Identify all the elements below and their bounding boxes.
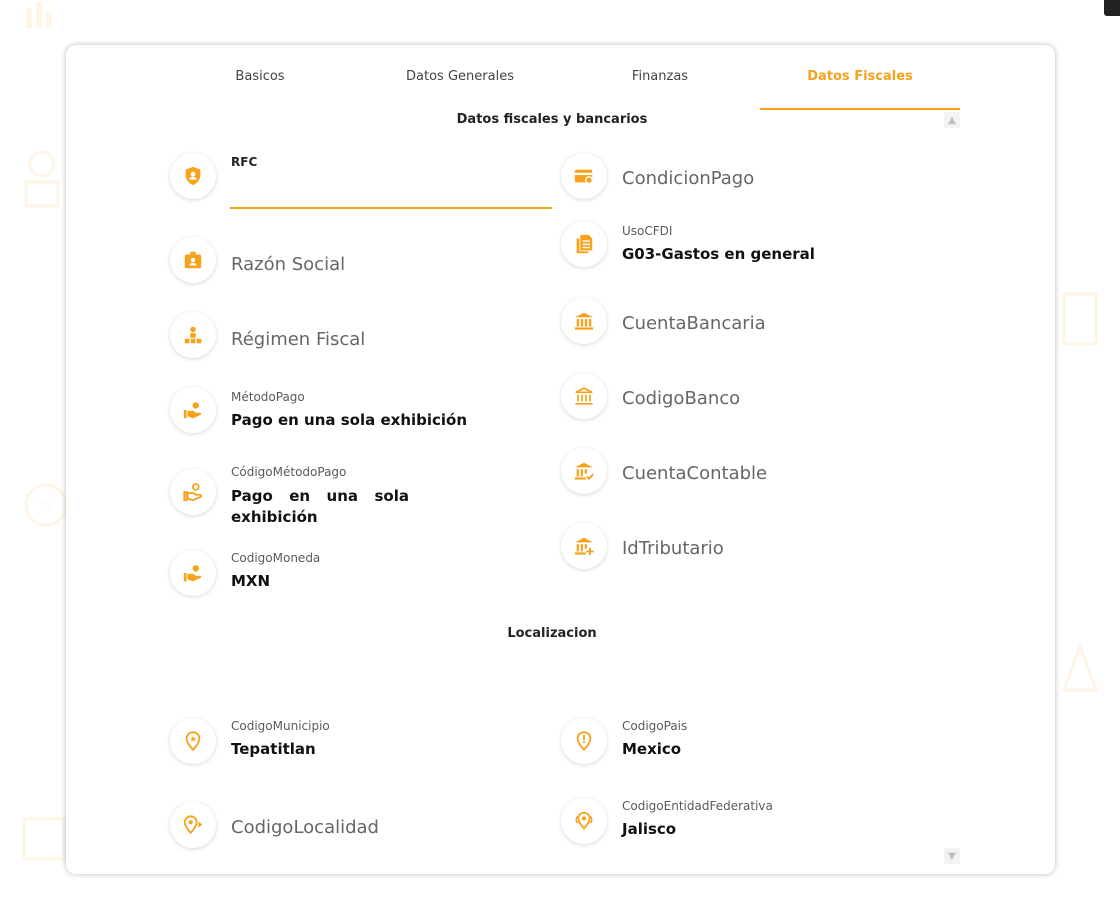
codigo-pais-value: Mexico [622, 740, 682, 758]
metodo-pago-value: Pago en una sola exhibición [231, 411, 468, 429]
corner-indicator [1104, 0, 1120, 16]
codigo-municipio-field[interactable] [170, 718, 550, 768]
tab-bar [66, 45, 1055, 110]
cuenta-contable-field[interactable] [561, 448, 941, 498]
tab-basicos[interactable]: Basicos [235, 69, 285, 84]
badge-icon [170, 237, 216, 283]
codigo-metodo-pago-label: CódigoMétodoPago [231, 465, 347, 479]
document-icon [561, 221, 607, 267]
shield-user-icon [170, 153, 216, 199]
codigo-moneda-label: CodigoMoneda [231, 551, 321, 565]
tab-finanzas[interactable]: Finanzas [631, 69, 689, 84]
bank-outline-icon [561, 373, 607, 419]
section-title-fiscal: Datos fiscales y bancarios [456, 112, 648, 127]
codigo-localidad-placeholder: CodigoLocalidad [231, 817, 379, 838]
rfc-underline [230, 207, 552, 209]
hand-coin-outline-icon [170, 469, 216, 515]
wallet-icon [561, 153, 607, 199]
form-card [66, 45, 1055, 874]
tab-datos-fiscales[interactable]: Datos Fiscales [760, 45, 960, 110]
scroll-up-button[interactable]: ▲ [944, 112, 960, 128]
codigo-entidad-federativa-value: Jalisco [622, 820, 677, 838]
codigo-localidad-field[interactable] [170, 802, 550, 852]
uso-cfdi-field[interactable] [561, 221, 941, 271]
bank-icon [561, 298, 607, 344]
section-title-location: Localizacion [507, 626, 597, 641]
background-pattern [24, 0, 64, 30]
codigo-banco-field[interactable] [561, 373, 941, 423]
codigo-pais-label: CodigoPais [622, 719, 688, 733]
cuenta-contable-placeholder: CuentaContable [622, 463, 768, 484]
condicion-pago-placeholder: CondicionPago [622, 168, 755, 189]
uso-cfdi-value: G03-Gastos en general [622, 245, 815, 263]
rfc-label: RFC [231, 155, 258, 169]
map-pin-star-icon [170, 718, 216, 764]
regimen-fiscal-placeholder: Régimen Fiscal [231, 329, 366, 350]
background-pattern [20, 150, 64, 210]
codigo-municipio-value: Tepatitlan [231, 740, 316, 758]
map-pin-alert-icon [561, 718, 607, 764]
codigo-moneda-value: MXN [231, 572, 271, 590]
background-pattern [1060, 290, 1100, 350]
hand-coin-icon [170, 550, 216, 596]
id-tributario-field[interactable] [561, 523, 941, 573]
tab-datos-generales[interactable]: Datos Generales [406, 69, 514, 84]
condicion-pago-field[interactable] [561, 153, 941, 203]
uso-cfdi-label: UsoCFDI [622, 224, 673, 238]
codigo-moneda-field[interactable] [170, 550, 550, 600]
person-network-icon [170, 312, 216, 358]
razon-social-field[interactable] [170, 237, 550, 287]
metodo-pago-label: MétodoPago [231, 390, 305, 404]
hand-coin-icon [170, 387, 216, 433]
codigo-metodo-pago-field[interactable] [170, 463, 550, 533]
codigo-pais-field[interactable] [561, 718, 941, 768]
cuenta-bancaria-placeholder: CuentaBancaria [622, 313, 766, 334]
codigo-banco-placeholder: CodigoBanco [622, 388, 741, 409]
metodo-pago-field[interactable] [170, 387, 550, 437]
svg-text:%: % [38, 496, 54, 515]
codigo-metodo-pago-value: Pago en una sola exhibición [231, 487, 409, 526]
regimen-fiscal-field[interactable] [170, 312, 550, 362]
bank-check-icon [561, 448, 607, 494]
rfc-input[interactable] [231, 175, 551, 197]
map-pin-multi-icon [561, 798, 607, 844]
codigo-entidad-federativa-label: CodigoEntidadFederativa [622, 799, 773, 813]
bank-plus-icon [561, 523, 607, 569]
codigo-entidad-federativa-field[interactable] [561, 798, 941, 848]
razon-social-placeholder: Razón Social [231, 254, 346, 275]
map-pin-arrow-icon [170, 802, 216, 848]
background-pattern [20, 815, 70, 865]
rfc-field[interactable] [170, 153, 556, 211]
id-tributario-placeholder: IdTributario [622, 538, 724, 559]
codigo-municipio-label: CodigoMunicipio [231, 719, 330, 733]
scroll-down-button[interactable]: ▼ [944, 848, 960, 864]
background-pattern [1060, 640, 1100, 700]
cuenta-bancaria-field[interactable] [561, 298, 941, 348]
background-pattern [24, 480, 68, 530]
scrollbar[interactable] [944, 112, 960, 864]
